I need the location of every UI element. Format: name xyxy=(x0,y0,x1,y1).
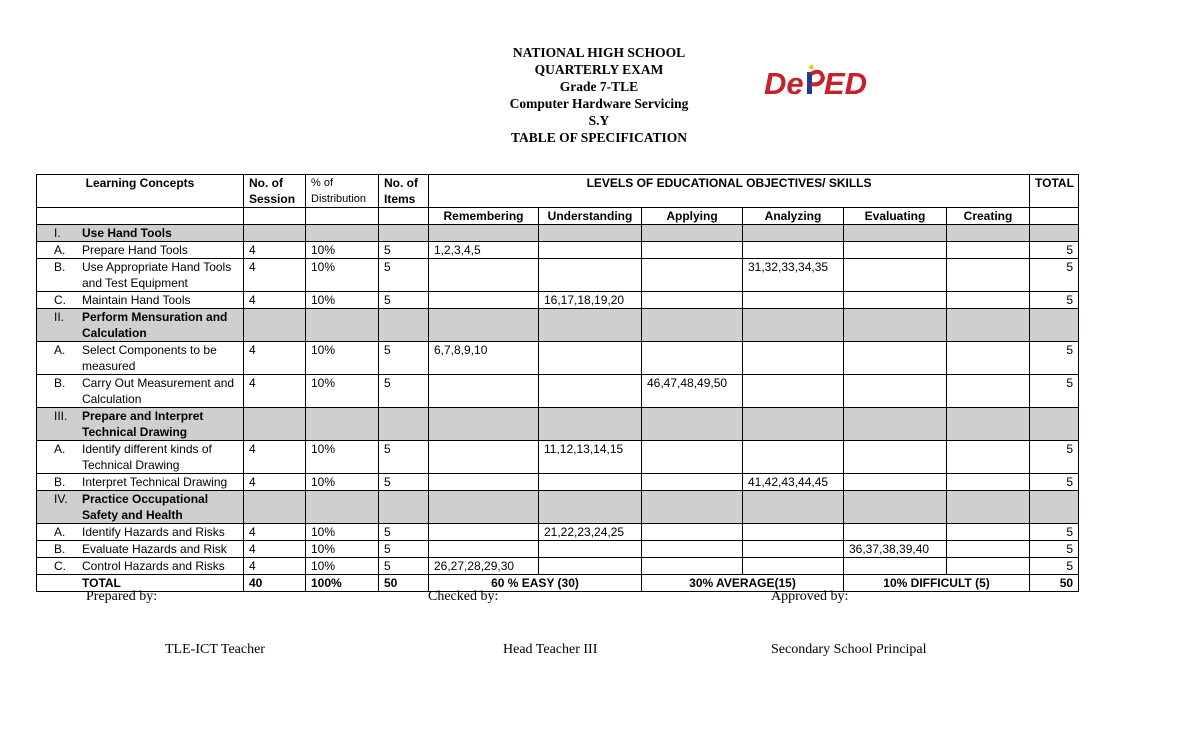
row-total-cell: 5 xyxy=(1030,541,1079,558)
row-total-cell: 5 xyxy=(1030,474,1079,491)
level-cell xyxy=(642,259,743,292)
sessions-cell: 4 xyxy=(244,292,306,309)
exam-title: QUARTERLY EXAM xyxy=(534,62,664,77)
concept-text: Use Appropriate Hand Tools and Test Equipment xyxy=(82,260,232,290)
table-row xyxy=(37,375,1079,408)
section-title xyxy=(42,309,238,341)
level-cell: 1,2,3,4,5 xyxy=(429,242,539,259)
level-cell xyxy=(642,242,743,259)
concept-cell xyxy=(37,474,244,491)
header-sessions: No. of Session xyxy=(244,175,306,208)
section-row xyxy=(37,491,1079,524)
distribution-cell: 10% xyxy=(306,558,379,575)
concept-letter: A. xyxy=(54,343,66,357)
level-cell xyxy=(947,524,1030,541)
level-cell xyxy=(539,242,642,259)
approved-by-role: Secondary School Principal xyxy=(771,642,927,657)
level-cell: 6,7,8,9,10 xyxy=(429,342,539,375)
distribution-cell: 10% xyxy=(306,292,379,309)
table-row xyxy=(37,342,1079,375)
concept-letter: A. xyxy=(54,442,66,456)
concept-letter: A. xyxy=(54,243,66,257)
level-cell xyxy=(539,474,642,491)
distribution-cell: 10% xyxy=(306,375,379,408)
distribution-cell: 10% xyxy=(306,541,379,558)
sessions-cell: 4 xyxy=(244,242,306,259)
section-row xyxy=(37,309,1079,342)
sessions-cell: 4 xyxy=(244,342,306,375)
concept-letter: B. xyxy=(54,475,66,489)
level-cell xyxy=(429,441,539,474)
level-cell xyxy=(429,524,539,541)
concept-cell xyxy=(37,558,244,575)
section-title xyxy=(42,225,238,241)
level-cell xyxy=(844,558,947,575)
distribution-cell: 10% xyxy=(306,259,379,292)
level-cell: 36,37,38,39,40 xyxy=(844,541,947,558)
table-of-specification xyxy=(36,174,1079,592)
level-cell: 41,42,43,44,45 xyxy=(743,474,844,491)
level-cell xyxy=(844,242,947,259)
sessions-cell: 4 xyxy=(244,375,306,408)
level-cell xyxy=(743,441,844,474)
level-cell xyxy=(642,541,743,558)
level-cell xyxy=(743,342,844,375)
level-cell xyxy=(947,541,1030,558)
table-row xyxy=(37,541,1079,558)
section-title xyxy=(42,408,238,440)
distribution-cell: 10% xyxy=(306,242,379,259)
section-title-text: Practice Occupational Safety and Health xyxy=(82,492,209,522)
level-cell xyxy=(947,558,1030,575)
distribution-cell: 10% xyxy=(306,524,379,541)
prepared-by-role: TLE-ICT Teacher xyxy=(165,642,265,657)
svg-text:De: De xyxy=(764,66,804,101)
section-title-cell xyxy=(37,408,244,441)
total-distribution: 100% xyxy=(306,575,379,592)
distribution-cell: 10% xyxy=(306,474,379,491)
level-cell xyxy=(642,342,743,375)
level-cell xyxy=(642,441,743,474)
level-cell: 26,27,28,29,30 xyxy=(429,558,539,575)
level-cell xyxy=(947,342,1030,375)
concept-letter: C. xyxy=(54,293,66,307)
section-title-text: Perform Mensuration and Calculation xyxy=(82,310,228,340)
level-cell: 31,32,33,34,35 xyxy=(743,259,844,292)
header-levels: LEVELS OF EDUCATIONAL OBJECTIVES/ SKILLS xyxy=(429,175,1030,208)
level-cell xyxy=(743,292,844,309)
prepared-by-label: Prepared by: xyxy=(86,589,158,604)
average-summary: 30% AVERAGE(15) xyxy=(642,575,844,592)
level-cell xyxy=(642,292,743,309)
total-items: 50 xyxy=(379,575,429,592)
section-title-text: Prepare and Interpret Technical Drawing xyxy=(82,409,204,439)
level-cell: 16,17,18,19,20 xyxy=(539,292,642,309)
level-cell xyxy=(844,441,947,474)
concept-text: Evaluate Hazards and Risk xyxy=(82,542,227,556)
grade-level: Grade 7-TLE xyxy=(559,79,639,94)
concept-text: Prepare Hand Tools xyxy=(82,243,188,257)
level-cell xyxy=(429,474,539,491)
level-cell xyxy=(743,242,844,259)
level-cell xyxy=(947,441,1030,474)
total-label: TOTAL xyxy=(82,576,121,590)
table-row xyxy=(37,441,1079,474)
level-cell: 11,12,13,14,15 xyxy=(539,441,642,474)
total-sessions: 40 xyxy=(244,575,306,592)
level-creating: Creating xyxy=(947,208,1030,225)
checked-by-role: Head Teacher III xyxy=(503,642,598,657)
school-name: NATIONAL HIGH SCHOOL xyxy=(512,45,686,60)
document-header xyxy=(0,44,1200,146)
row-total-cell: 5 xyxy=(1030,292,1079,309)
items-cell: 5 xyxy=(379,375,429,408)
level-analyzing: Analyzing xyxy=(743,208,844,225)
level-understanding: Understanding xyxy=(539,208,642,225)
items-cell: 5 xyxy=(379,259,429,292)
section-row xyxy=(37,225,1079,242)
grand-total: 50 xyxy=(1030,575,1079,592)
sessions-cell: 4 xyxy=(244,474,306,491)
svg-text:ED: ED xyxy=(824,66,868,101)
distribution-cell: 10% xyxy=(306,441,379,474)
items-cell: 5 xyxy=(379,474,429,491)
level-cell xyxy=(844,259,947,292)
sessions-cell: 4 xyxy=(244,524,306,541)
checked-by-label: Checked by: xyxy=(428,589,499,604)
concept-letter: A. xyxy=(54,525,66,539)
level-cell xyxy=(844,474,947,491)
school-year: S.Y xyxy=(588,113,610,128)
level-cell xyxy=(642,474,743,491)
difficult-summary: 10% DIFFICULT (5) xyxy=(844,575,1030,592)
concept-letter: C. xyxy=(54,559,66,573)
sessions-cell: 4 xyxy=(244,259,306,292)
items-cell: 5 xyxy=(379,558,429,575)
concept-text: Interpret Technical Drawing xyxy=(82,475,228,489)
concept-text: Select Components to be measured xyxy=(82,343,217,373)
concept-cell xyxy=(37,541,244,558)
table-row xyxy=(37,242,1079,259)
items-cell: 5 xyxy=(379,541,429,558)
document-title: TABLE OF SPECIFICATION xyxy=(510,130,688,145)
levels-row xyxy=(37,208,1079,225)
subject-title: Computer Hardware Servicing xyxy=(509,96,689,111)
table-row xyxy=(37,474,1079,491)
easy-summary: 60 % EASY (30) xyxy=(429,575,642,592)
table-row xyxy=(37,292,1079,309)
level-cell: 46,47,48,49,50 xyxy=(642,375,743,408)
row-total-cell: 5 xyxy=(1030,342,1079,375)
level-cell xyxy=(844,292,947,309)
level-cell xyxy=(947,242,1030,259)
level-cell xyxy=(539,558,642,575)
level-cell xyxy=(844,342,947,375)
concept-cell xyxy=(37,524,244,541)
header-distribution: % of Distribution xyxy=(306,175,379,208)
section-number: III. xyxy=(54,409,68,423)
level-cell xyxy=(429,375,539,408)
level-cell xyxy=(539,375,642,408)
section-number: I. xyxy=(54,226,61,240)
concept-text: Identify different kinds of Technical Drawing xyxy=(82,442,212,472)
section-title-cell xyxy=(37,225,244,242)
row-total-cell: 5 xyxy=(1030,441,1079,474)
level-cell xyxy=(642,558,743,575)
level-cell xyxy=(947,474,1030,491)
level-cell xyxy=(429,292,539,309)
row-total-cell: 5 xyxy=(1030,375,1079,408)
concept-cell xyxy=(37,441,244,474)
header-total: TOTAL xyxy=(1030,175,1079,208)
level-cell xyxy=(539,541,642,558)
sessions-cell: 4 xyxy=(244,441,306,474)
header-learning-concepts: Learning Concepts xyxy=(37,175,244,208)
concept-text: Identify Hazards and Risks xyxy=(82,525,225,539)
items-cell: 5 xyxy=(379,242,429,259)
sessions-cell: 4 xyxy=(244,558,306,575)
concept-cell xyxy=(37,259,244,292)
total-row xyxy=(37,575,1079,592)
sessions-cell: 4 xyxy=(244,541,306,558)
items-cell: 5 xyxy=(379,342,429,375)
approved-by-label: Approved by: xyxy=(771,589,849,604)
level-cell xyxy=(947,375,1030,408)
level-applying: Applying xyxy=(642,208,743,225)
level-cell xyxy=(743,558,844,575)
header-items: No. of Items xyxy=(379,175,429,208)
level-cell xyxy=(429,259,539,292)
items-cell: 5 xyxy=(379,292,429,309)
section-title-cell xyxy=(37,309,244,342)
concept-text: Carry Out Measurement and Calculation xyxy=(82,376,235,406)
section-title xyxy=(42,491,238,523)
section-title-cell xyxy=(37,491,244,524)
concept-cell xyxy=(37,292,244,309)
level-cell xyxy=(844,375,947,408)
row-total-cell: 5 xyxy=(1030,558,1079,575)
row-total-cell: 5 xyxy=(1030,524,1079,541)
row-total-cell: 5 xyxy=(1030,242,1079,259)
level-evaluating: Evaluating xyxy=(844,208,947,225)
level-cell xyxy=(429,541,539,558)
level-cell xyxy=(743,375,844,408)
concept-text: Maintain Hand Tools xyxy=(82,293,191,307)
table-row xyxy=(37,558,1079,575)
level-remembering: Remembering xyxy=(429,208,539,225)
level-cell xyxy=(539,342,642,375)
row-total-cell: 5 xyxy=(1030,259,1079,292)
level-cell xyxy=(743,541,844,558)
concept-letter: B. xyxy=(54,260,66,274)
concept-letter: B. xyxy=(54,376,66,390)
section-number: IV. xyxy=(54,492,68,506)
level-cell xyxy=(642,524,743,541)
level-cell xyxy=(844,524,947,541)
section-title-text: Use Hand Tools xyxy=(82,226,172,240)
concept-letter: B. xyxy=(54,542,66,556)
items-cell: 5 xyxy=(379,441,429,474)
section-row xyxy=(37,408,1079,441)
level-cell xyxy=(947,259,1030,292)
concept-cell xyxy=(37,342,244,375)
distribution-cell: 10% xyxy=(306,342,379,375)
table-row xyxy=(37,259,1079,292)
items-cell: 5 xyxy=(379,524,429,541)
section-number: II. xyxy=(54,310,65,324)
table-row xyxy=(37,524,1079,541)
level-cell: 21,22,23,24,25 xyxy=(539,524,642,541)
concept-text: Control Hazards and Risks xyxy=(82,559,225,573)
level-cell xyxy=(743,524,844,541)
level-cell xyxy=(947,292,1030,309)
concept-cell xyxy=(37,375,244,408)
header-row xyxy=(37,175,1079,208)
deped-logo xyxy=(764,64,874,102)
concept-cell xyxy=(37,242,244,259)
level-cell xyxy=(539,259,642,292)
